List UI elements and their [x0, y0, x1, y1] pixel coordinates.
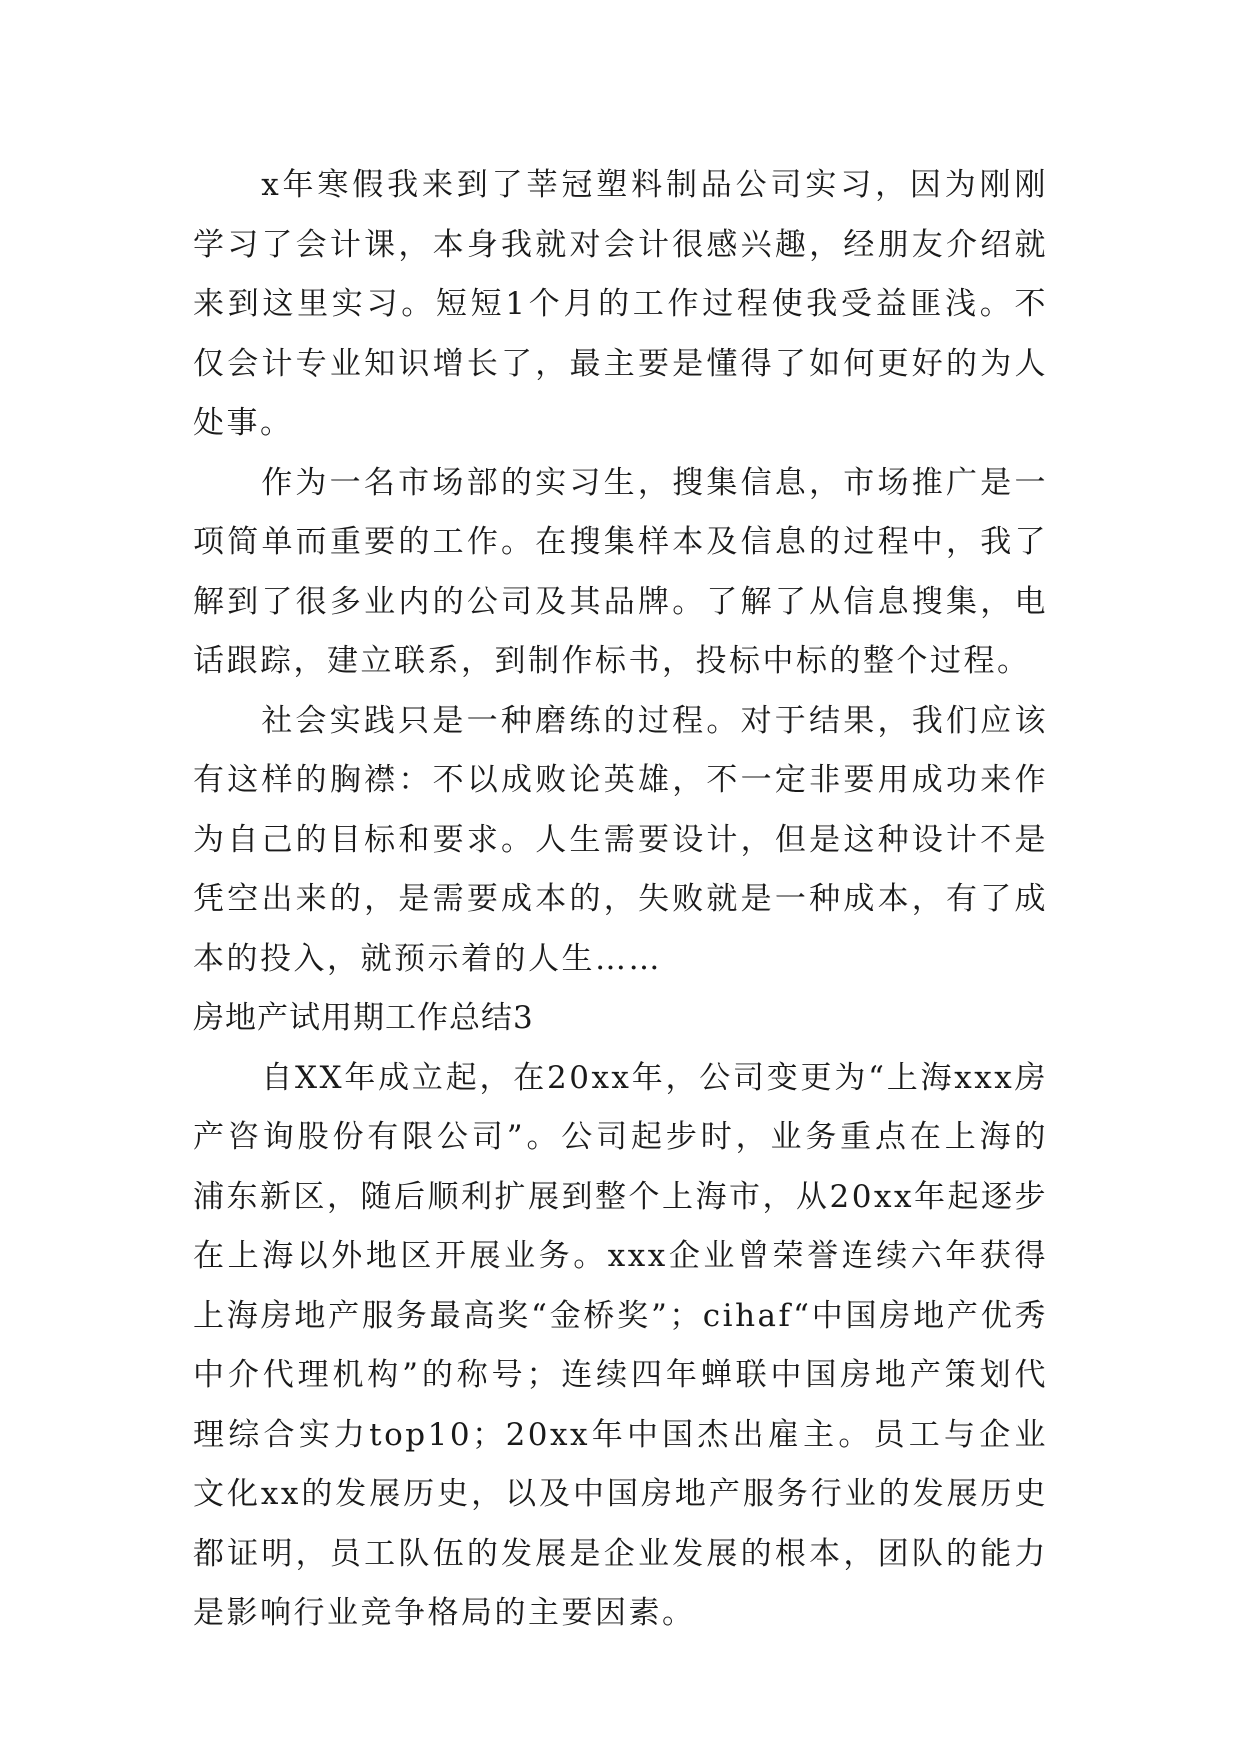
document-body: [193, 156, 1048, 1644]
paragraph-social-practice: 社会实践只是一种磨练的过程。对于结果，我们应该有这样的胸襟：不以成败论英雄，不一定非要用成功来作为自己的目标和要求。人生需要设计，但是这种设计不是凭空出来的，是需要成本的，失败就是一种成本，有了成本的投入，就预示着的人生……: [193, 702, 1048, 977]
paragraph-internship-intro: x年寒假我来到了莘冠塑料制品公司实习，因为刚刚学习了会计课，本身我就对会计很感兴趣，经朋友介绍就来到这里实习。短短1个月的工作过程使我受益匪浅。不仅会计专业知识增长了，最主要是懂得了如何更好的为人处事。: [193, 167, 1048, 441]
paragraph-company-history: 自XX年成立起，在20xx年，公司变更为“上海xxx房产咨询股份有限公司”。公司起步时，业务重点在上海的浦东新区，随后顺利扩展到整个上海市，从20xx年起逐步在上海以外地区开展业务。xxx企业曾荣誉连续六年获得上海房地产服务最高奖“金桥奖”；cihaf“中国房地产优秀中介代理机构”的称号；连续四年蝉联中国房地产策划代理综合实力top10；20xx年中国杰出雇主。员工与企业文化xx的发展历史，以及中国房地产服务行业的发展历史都证明，员工队伍的发展是企业发展的根本，团队的能力是影响行业竞争格局的主要因素。: [193, 1059, 1048, 1631]
paragraph-marketing-intern: 作为一名市场部的实习生，搜集信息，市场推广是一项简单而重要的工作。在搜集样本及信息的过程中，我了解到了很多业内的公司及其品牌。了解了从信息搜集，电话跟踪，建立联系，到制作标书，投标中标的整个过程。: [193, 464, 1048, 679]
section-heading: 房地产试用期工作总结3: [193, 1000, 534, 1036]
